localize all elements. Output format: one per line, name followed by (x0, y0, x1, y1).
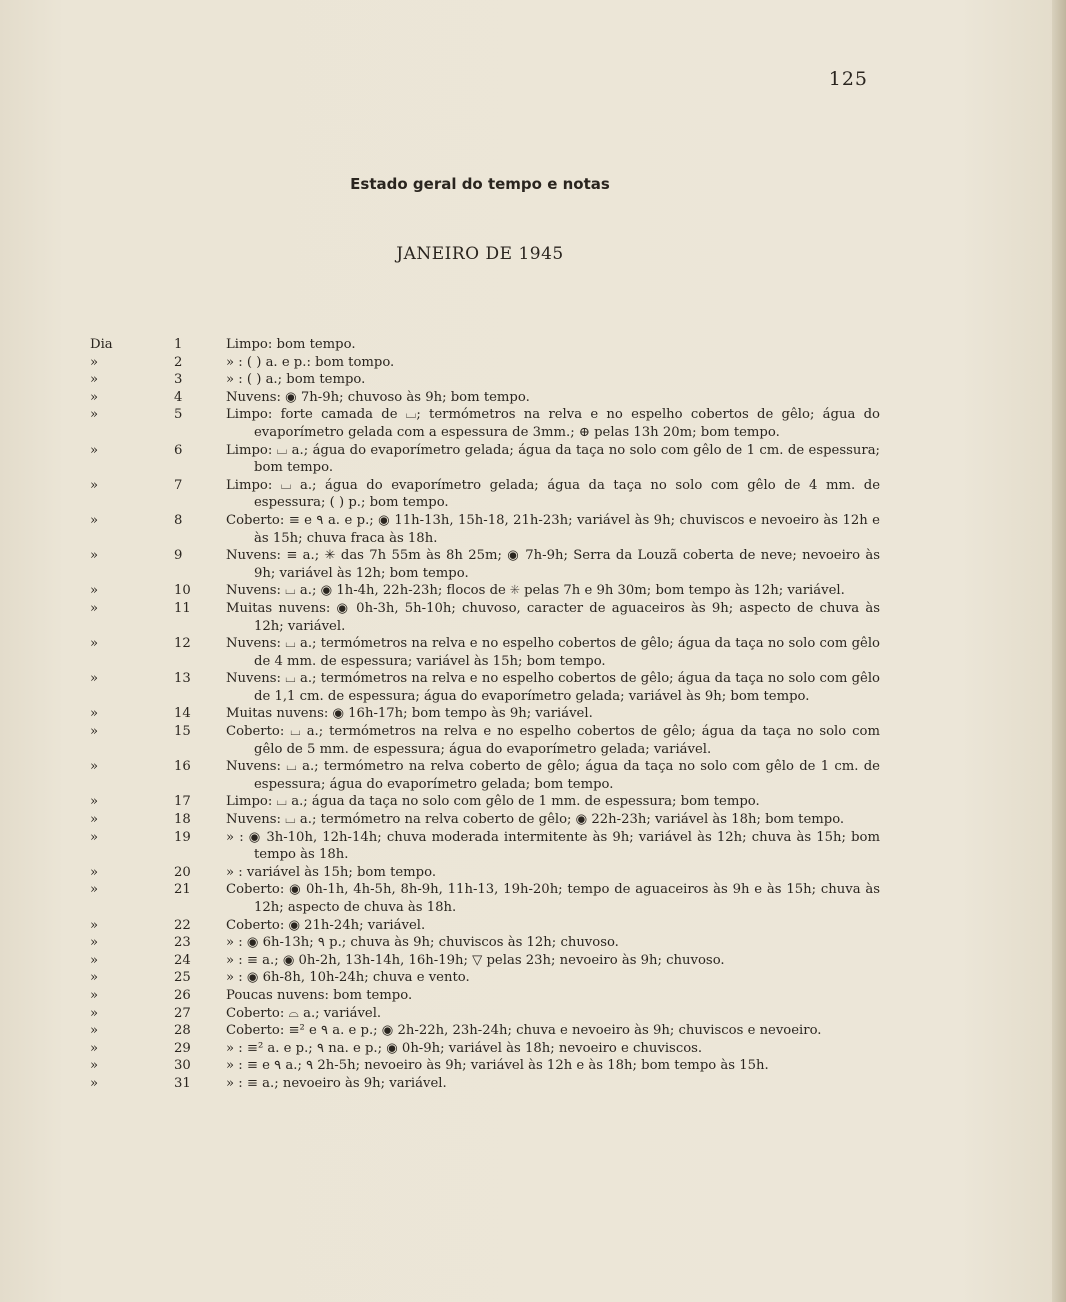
ditto-mark: » (90, 759, 99, 775)
list-item (90, 758, 880, 793)
list-item (90, 371, 880, 389)
day-note: Nuvens: ⌴ a.; termómetros na relva e no espelho cobertos de gêlo; água da taça no solo com gêlo de 4 mm. de espessura; variável às 15h; bom tempo. (226, 636, 880, 669)
list-item (90, 1005, 880, 1023)
day-number: 11 (174, 600, 191, 616)
ditto-mark: » (90, 372, 99, 388)
list-item (90, 952, 880, 970)
day-note: » : ≡² a. e p.; ٩ na. e p.; ◉ 0h-9h; variável às 18h; nevoeiro e chuviscos. (226, 1040, 703, 1056)
day-note: Coberto: ⌴ a.; termómetros na relva e no espelho cobertos de gêlo; água da taça no solo com gêlo de 5 mm. de espessura; água do evaporímetro gelada; variável. (226, 724, 880, 757)
day-number: 17 (174, 794, 191, 810)
page-edge (1052, 0, 1066, 1302)
day-note: » : ( ) a.; bom tempo. (226, 372, 366, 388)
day-note: » : ≡ a.; nevoeiro às 9h; variável. (226, 1075, 447, 1091)
day-number: 6 (174, 442, 183, 458)
list-item (90, 600, 880, 635)
ditto-mark: » (90, 1058, 99, 1074)
month-heading: JANEIRO DE 1945 (396, 244, 564, 264)
day-note: Muitas nuvens: ◉ 16h-17h; bom tempo às 9h; variável. (226, 706, 593, 722)
list-item (90, 793, 880, 811)
ditto-mark: » (90, 812, 99, 828)
day-note: Limpo: ⌴ a.; água do evaporímetro gelada; água da taça no solo com gêlo de 4 mm. de espessura; ( ) p.; bom tempo. (226, 477, 880, 511)
list-item (90, 635, 880, 670)
ditto-mark: » (90, 987, 99, 1003)
list-item (90, 389, 880, 407)
list-item (90, 547, 880, 582)
day-note: » : ◉ 6h-8h, 10h-24h; chuva e vento. (226, 970, 470, 986)
day-number: 25 (174, 970, 191, 986)
day-number: 22 (174, 917, 191, 933)
ditto-mark: » (90, 829, 99, 845)
ditto-mark: » (90, 583, 99, 599)
day-number: 16 (174, 759, 191, 775)
weather-notes-list (90, 336, 880, 1093)
day-number: 1 (174, 337, 183, 352)
section-heading: Estado geral do tempo e notas (350, 175, 610, 193)
day-note: Coberto: ⌓ a.; variável. (226, 1005, 382, 1021)
day-note: Nuvens: ⌴ a.; termómetros na relva e no espelho cobertos de gêlo; água da taça no solo com gêlo de 1,1 cm. de espessura; água do evaporímetro gelada; variável às 9h; bom tempo. (226, 671, 880, 704)
ditto-mark: » (90, 442, 99, 458)
day-note: » : ◉ 3h-10h, 12h-14h; chuva moderada intermitente às 9h; variável às 12h; chuva às 15h; bom tempo às 18h. (226, 829, 880, 863)
ditto-mark: » (90, 952, 99, 968)
day-number: 21 (174, 882, 191, 898)
day-number: 4 (174, 389, 183, 405)
day-number: 18 (174, 812, 191, 828)
day-note: Coberto: ◉ 0h-1h, 4h-5h, 8h-9h, 11h-13, 19h-20h; tempo de aguaceiros às 9h e às 15h; chuva às 12h; aspecto de chuva às 18h. (226, 882, 880, 915)
day-number: 19 (174, 829, 191, 845)
day-note: Nuvens: ⌴ a.; termómetro na relva coberto de gêlo; água da taça no solo com gêlo de 1 cm. de espessura; água do evaporímetro gelada; bom tempo. (226, 759, 880, 792)
list-item (90, 705, 880, 723)
day-number: 10 (174, 583, 191, 599)
list-item (90, 881, 880, 916)
day-note: » : ◉ 6h-13h; ٩ p.; chuva às 9h; chuviscos às 12h; chuvoso. (226, 935, 619, 951)
ditto-mark: » (90, 1005, 99, 1021)
list-item (90, 969, 880, 987)
day-number: 29 (174, 1040, 191, 1056)
day-number: 30 (174, 1058, 191, 1074)
day-number: 15 (174, 724, 191, 740)
day-note: Nuvens: ◉ 7h-9h; chuvoso às 9h; bom tempo. (226, 389, 530, 405)
day-note: Nuvens: ⌴ a.; ◉ 1h-4h, 22h-23h; flocos de ✳ pelas 7h e 9h 30m; bom tempo às 12h; variável. (226, 583, 845, 599)
day-number: 31 (174, 1075, 191, 1091)
list-item (90, 582, 880, 600)
list-item (90, 934, 880, 952)
list-item (90, 1040, 880, 1058)
list-item (90, 1075, 880, 1093)
list-item (90, 864, 880, 882)
ditto-mark: » (90, 389, 99, 405)
list-item (90, 811, 880, 829)
list-item (90, 406, 880, 441)
list-item (90, 987, 880, 1005)
ditto-mark: » (90, 1075, 99, 1091)
ditto-mark: » (90, 706, 99, 722)
day-number: 8 (174, 512, 183, 528)
ditto-mark: » (90, 935, 99, 951)
ditto-mark: » (90, 407, 99, 423)
list-item (90, 829, 880, 864)
list-item (90, 670, 880, 705)
ditto-mark: » (90, 917, 99, 933)
day-number: 26 (174, 987, 191, 1003)
list-item (90, 442, 880, 477)
day-number: 12 (174, 636, 191, 652)
list-item (90, 917, 880, 935)
ditto-mark: » (90, 864, 99, 880)
page-number: 125 (828, 68, 868, 90)
ditto-mark: » (90, 794, 99, 810)
ditto-mark: » (90, 512, 99, 528)
day-note: Coberto: ◉ 21h-24h; variável. (226, 917, 426, 933)
day-note: Coberto: ≡² e ٩ a. e p.; ◉ 2h-22h, 23h-24h; chuva e nevoeiro às 9h; chuviscos e nevoeiro. (226, 1023, 822, 1039)
day-number: 27 (174, 1005, 191, 1021)
day-note: » : ≡ e ٩ a.; ٩ 2h-5h; nevoeiro às 9h; variável às 12h e às 18h; bom tempo às 15h. (226, 1058, 769, 1074)
ditto-mark: » (90, 354, 99, 370)
ditto-mark: » (90, 671, 99, 687)
ditto-mark: » (90, 1040, 99, 1056)
day-number: 5 (174, 407, 183, 423)
day-note: Coberto: ≡ e ٩ a. e p.; ◉ 11h-13h, 15h-18, 21h-23h; variável às 9h; chuviscos e nevoeiro às 12h e às 15h; chuva fraca às 18h. (226, 512, 880, 546)
ditto-mark: » (90, 724, 99, 740)
ditto-mark: » (90, 600, 99, 616)
day-note: » : ≡ a.; ◉ 0h-2h, 13h-14h, 16h-19h; ▽ pelas 23h; nevoeiro às 9h; chuvoso. (226, 952, 725, 968)
day-number: 20 (174, 864, 191, 880)
day-number: 7 (174, 477, 183, 493)
day-note: Limpo: bom tempo. (226, 337, 356, 352)
list-item (90, 354, 880, 372)
day-number: 24 (174, 952, 191, 968)
day-number: 28 (174, 1023, 191, 1039)
ditto-mark: » (90, 477, 99, 493)
list-item (90, 336, 880, 354)
day-note: Limpo: forte camada de ⌴; termómetros na relva e no espelho cobertos de gêlo; água do evaporímetro gelada com a espessura de 3mm.; ⊕ pelas 13h 20m; bom tempo. (226, 407, 880, 440)
day-note: » : ( ) a. e p.: bom tompo. (226, 354, 395, 370)
ditto-mark: » (90, 970, 99, 986)
ditto-mark: » (90, 636, 99, 652)
day-note: Limpo: ⌴ a.; água do evaporímetro gelada; água da taça no solo com gêlo de 1 cm. de espessura; bom tempo. (226, 442, 880, 476)
day-note: Poucas nuvens: bom tempo. (226, 987, 413, 1003)
list-item (90, 1022, 880, 1040)
day-number: 3 (174, 372, 183, 388)
day-note: Limpo: ⌴ a.; água da taça no solo com gêlo de 1 mm. de espessura; bom tempo. (226, 794, 760, 810)
list-item (90, 477, 880, 512)
day-note: Muitas nuvens: ◉ 0h-3h, 5h-10h; chuvoso, caracter de aguaceiros às 9h; aspecto de chuva às 12h; variável. (226, 600, 880, 634)
ditto-mark: » (90, 548, 99, 564)
day-number: 14 (174, 706, 191, 722)
list-item (90, 1057, 880, 1075)
ditto-mark: » (90, 1023, 99, 1039)
day-note: » : variável às 15h; bom tempo. (226, 864, 437, 880)
day-note: Nuvens: ⌴ a.; termómetro na relva coberto de gêlo; ◉ 22h-23h; variável às 18h; bom tempo. (226, 812, 845, 828)
day-number: 2 (174, 354, 183, 370)
ditto-mark: Dia (90, 337, 113, 352)
day-note: Nuvens: ≡ a.; ✳ das 7h 55m às 8h 25m; ◉ 7h-9h; Serra da Louzã coberta de neve; nevoeiro às 9h; variável às 12h; bom tempo. (226, 548, 880, 581)
day-number: 23 (174, 935, 191, 951)
ditto-mark: » (90, 882, 99, 898)
list-item (90, 512, 880, 547)
day-number: 13 (174, 671, 191, 687)
list-item (90, 723, 880, 758)
day-number: 9 (174, 548, 183, 564)
